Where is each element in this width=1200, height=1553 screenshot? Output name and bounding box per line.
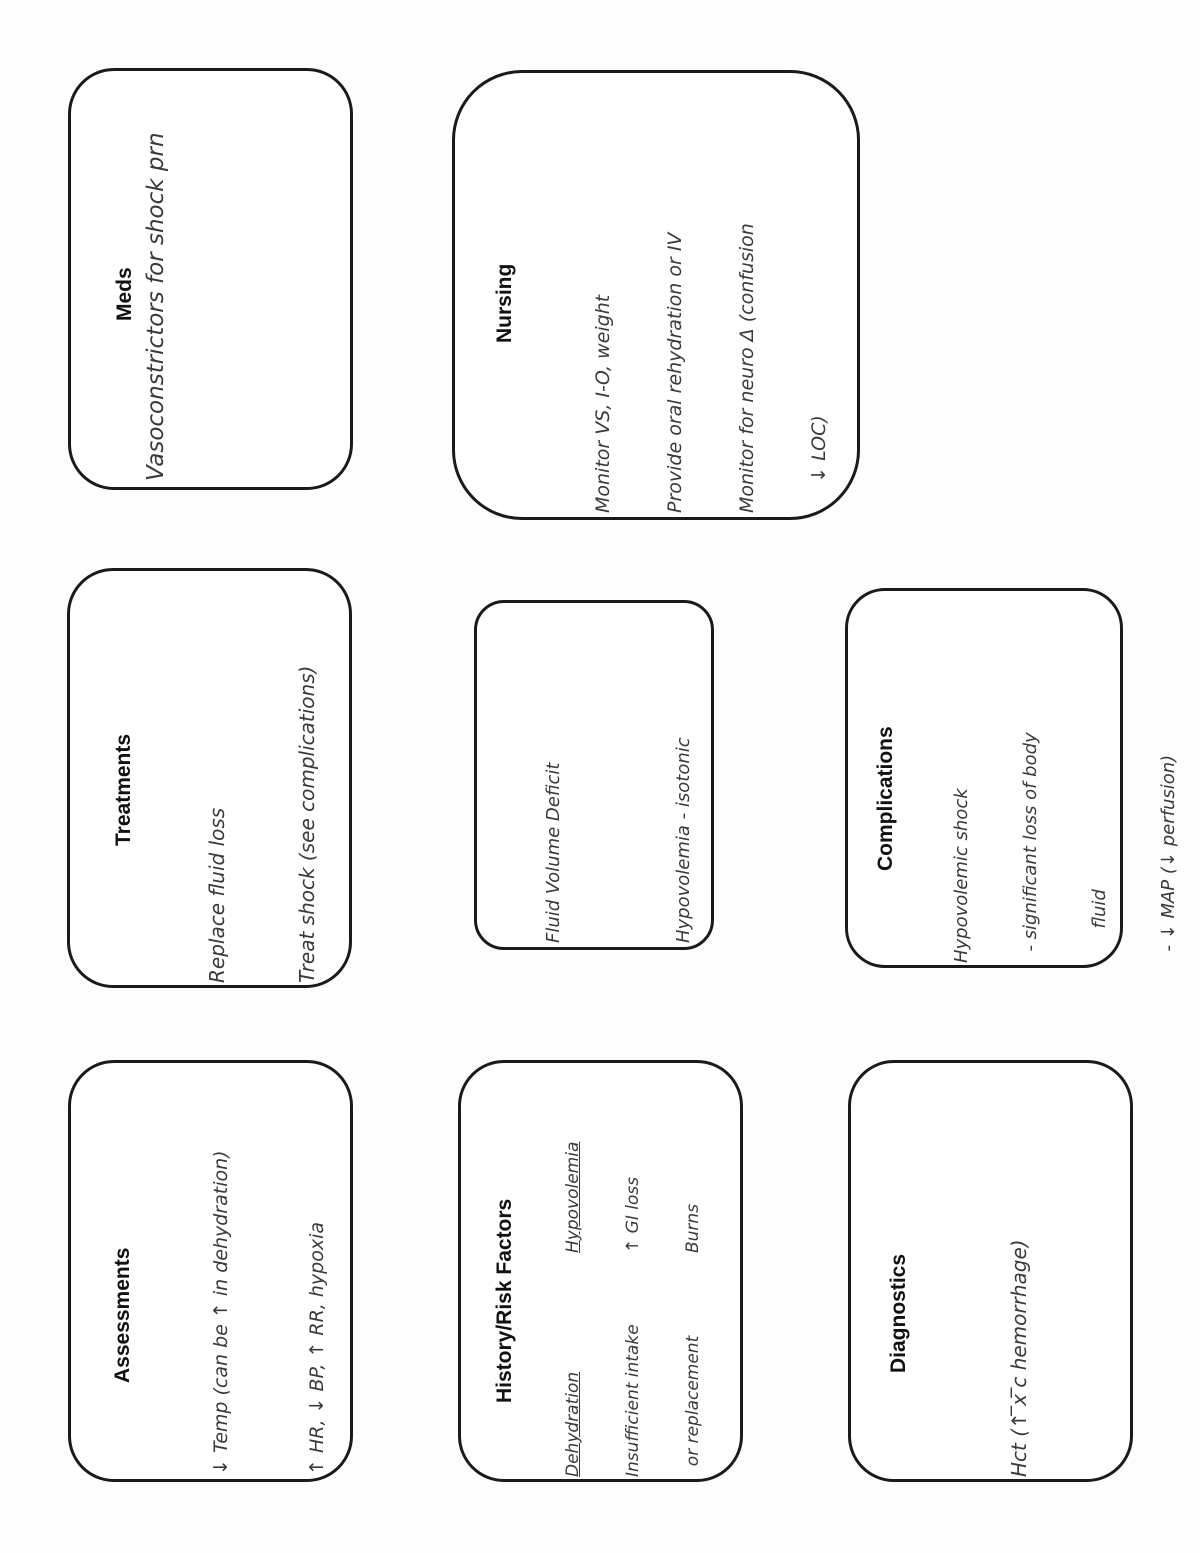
nursing-line: ↓ LOC) <box>808 415 830 513</box>
history-card <box>458 1060 743 1482</box>
complications-card <box>845 588 1179 968</box>
complications-line: fluid <box>1089 889 1110 963</box>
history-col1-header: Dehydration <box>563 1371 583 1477</box>
complications-line: - significant loss of body <box>1020 732 1041 963</box>
complications-line: - ↓ MAP (↓ perfusion) <box>1158 754 1179 963</box>
meds-line: Vasoconstrictors for shock prn <box>143 132 169 481</box>
history-col1-item: or replacement <box>683 1335 703 1477</box>
history-col2 <box>523 1115 743 1253</box>
diagnostics-title: Diagnostics <box>887 1253 910 1373</box>
assessments-lines <box>141 1150 353 1475</box>
treatments-card <box>67 568 352 988</box>
diagnostics-lines <box>917 1160 1133 1477</box>
assessments-card <box>68 1060 353 1482</box>
nursing-line: Provide oral rehydration or IV <box>664 232 686 513</box>
assessments-line: ↑ HR, ↓ BP, ↑ RR, hypoxia <box>306 1221 328 1475</box>
diagnostics-line: BUN 25 <box>1130 1355 1133 1477</box>
history-title: History/Risk Factors <box>493 1198 516 1403</box>
diagnostics-line: Hct (↑ ̅x ̅c hemorrhage) <box>1007 1239 1031 1477</box>
history-col1 <box>523 1279 743 1477</box>
nursing-line: Monitor VS, I-O, weight <box>592 294 614 513</box>
assessments-line: ↓ Temp (can be ↑ in dehydration) <box>210 1150 232 1475</box>
meds-title: Meds <box>113 267 136 321</box>
complications-lines <box>904 680 1200 963</box>
history-col2-item: Burns <box>683 1203 703 1253</box>
nursing-line: Monitor for neuro Δ (confusion <box>736 223 758 513</box>
treatments-title: Treatments <box>112 733 135 846</box>
treatments-lines <box>142 666 352 983</box>
history-col1-item: Insufficient intake <box>623 1324 643 1477</box>
complications-line: Hypovolemic shock <box>951 788 972 963</box>
meds-card <box>68 68 353 490</box>
center-line: Hypovolemia - isotonic <box>673 737 694 943</box>
treatments-line: Treat shock (see complications) <box>295 665 319 983</box>
center-line: Fluid Volume Deficit <box>543 762 564 943</box>
assessments-title: Assessments <box>111 1247 134 1383</box>
nursing-card <box>452 70 860 520</box>
history-col2-header: Hypovolemia <box>563 1141 583 1253</box>
nursing-lines <box>543 184 860 513</box>
center-card <box>474 600 714 950</box>
complications-title: Complications <box>874 726 897 871</box>
history-col2-item: ↑ GI loss <box>623 1176 643 1253</box>
center-lines <box>489 656 714 943</box>
treatments-line: Replace fluid loss <box>205 807 229 983</box>
nursing-title: Nursing <box>493 263 516 343</box>
diagnostics-card <box>848 1060 1133 1482</box>
